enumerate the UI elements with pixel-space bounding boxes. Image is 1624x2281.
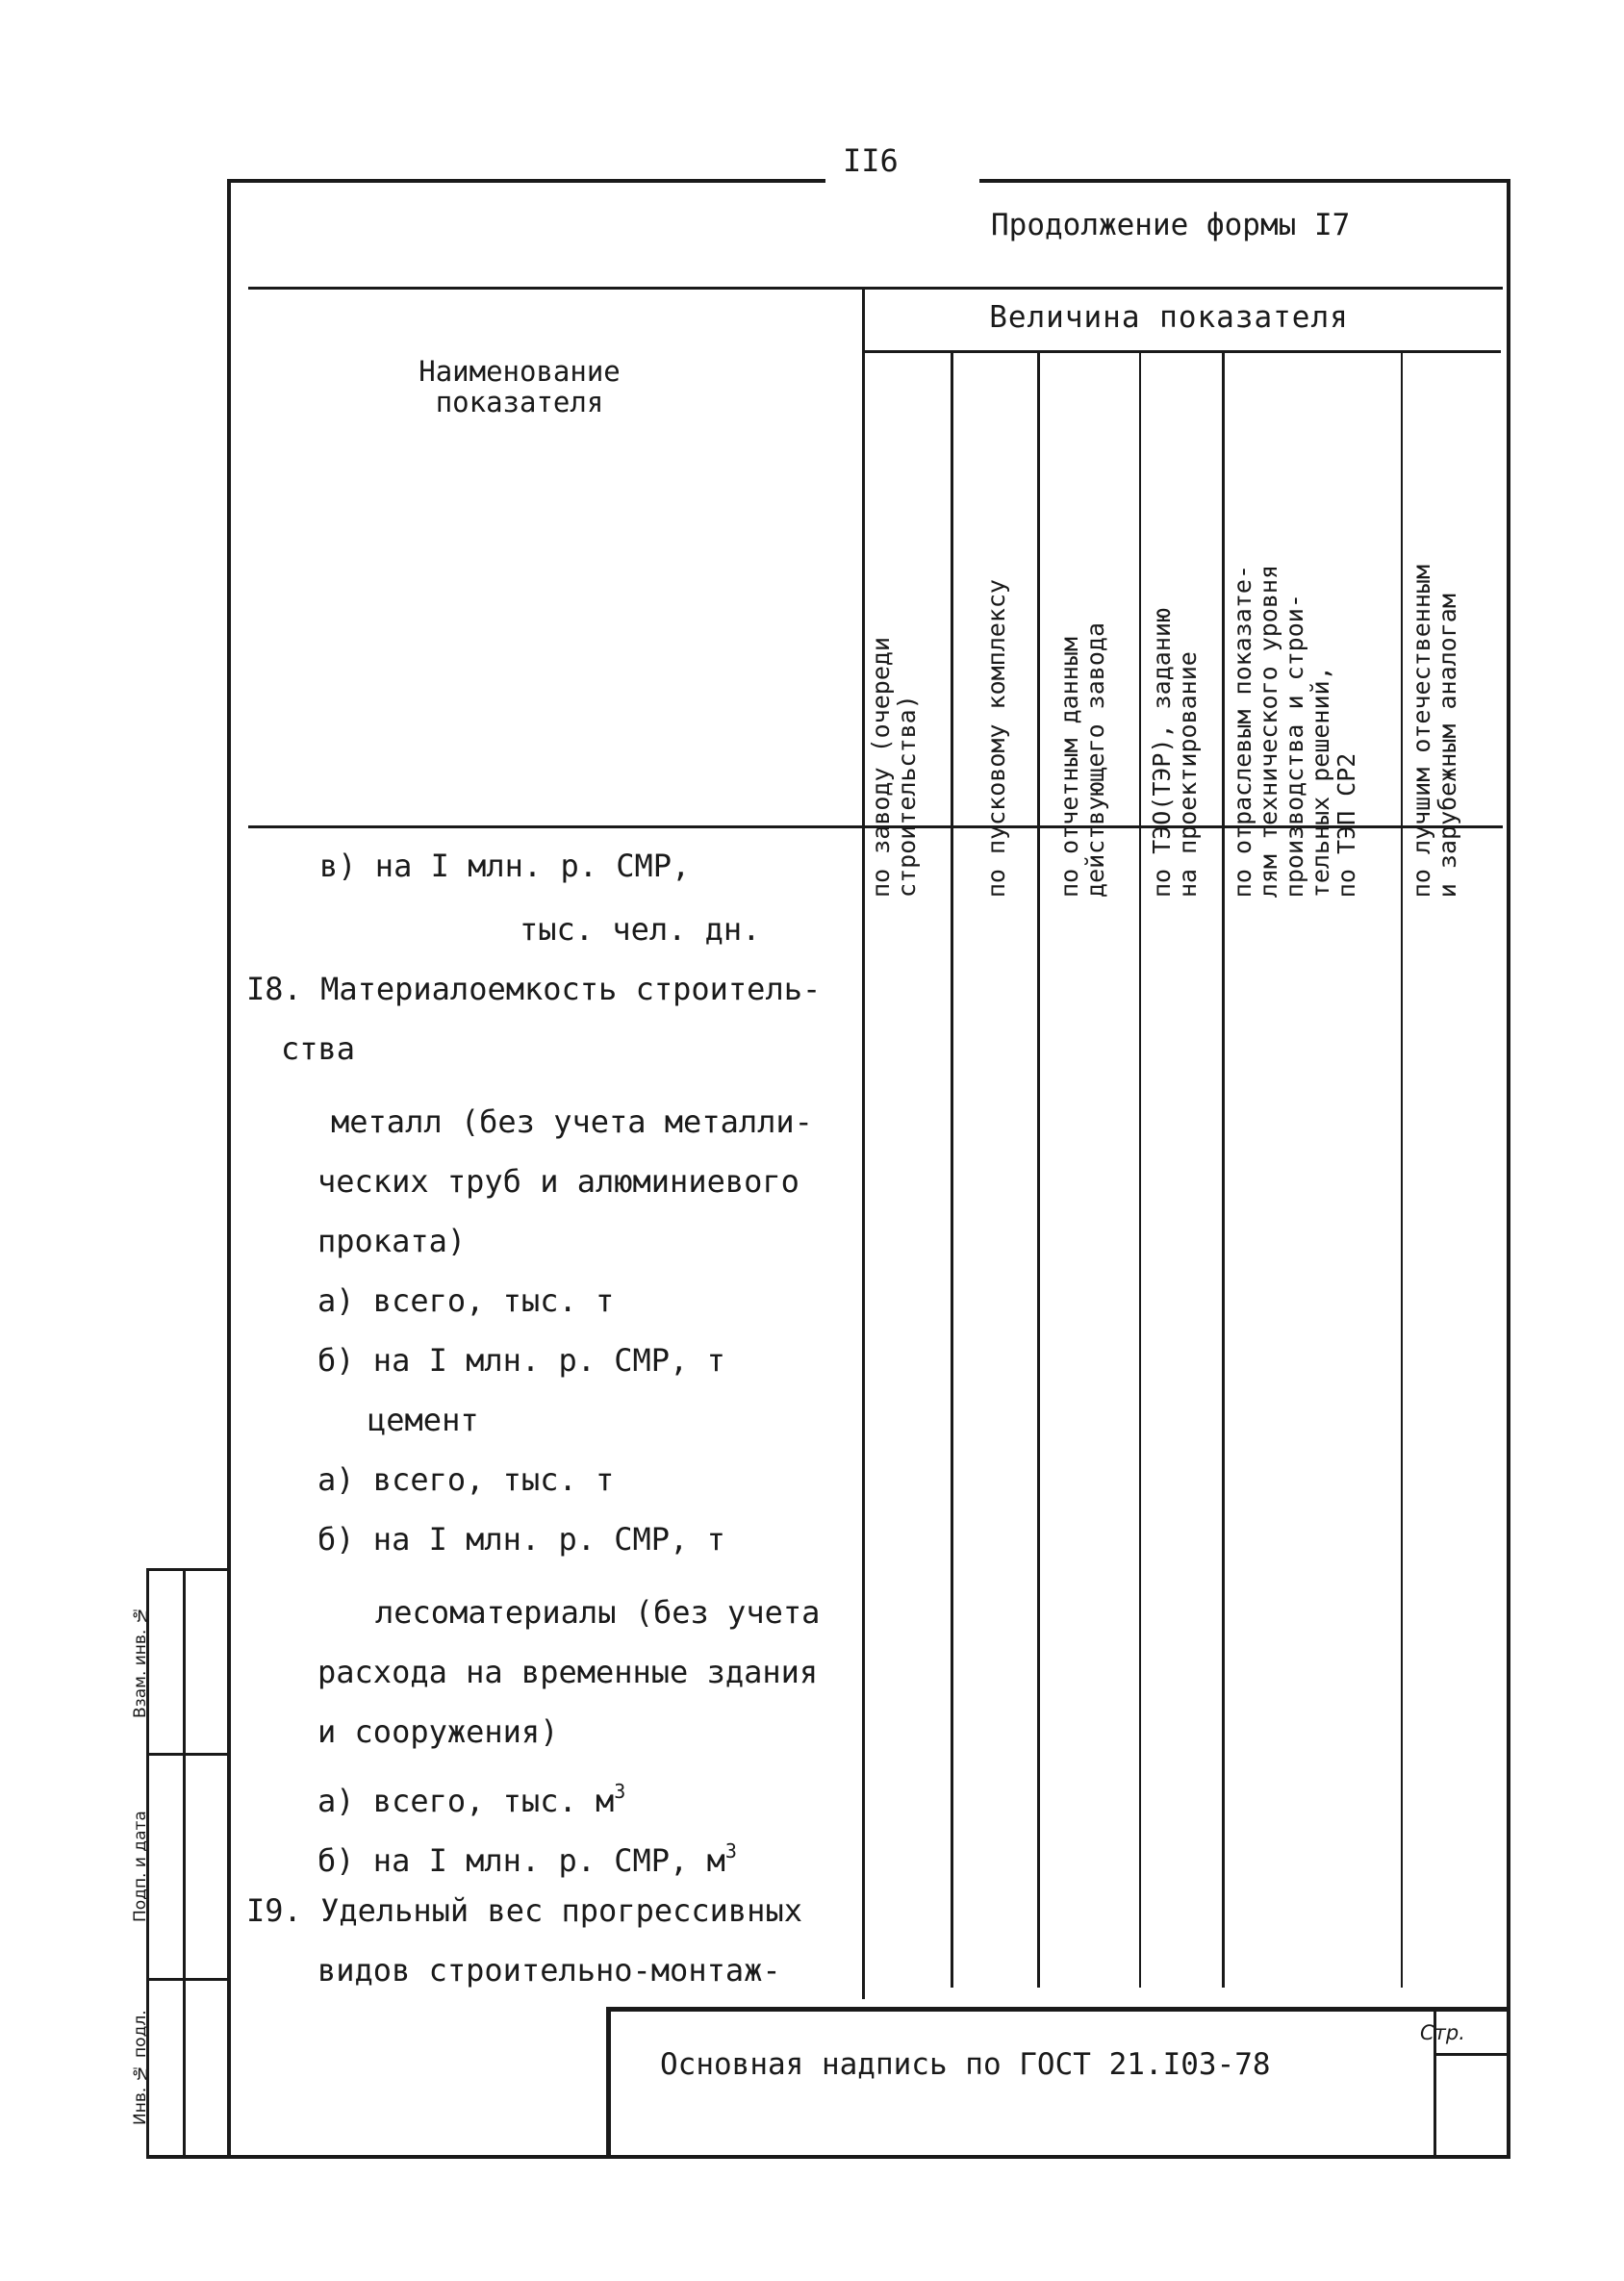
list-item: и сооружения) xyxy=(317,1713,559,1750)
title-block-note: Основная надпись по ГОСТ 21.I03-78 xyxy=(660,2047,1271,2082)
list-item: тыс. чел. дн. xyxy=(520,911,761,948)
col-sep-2 xyxy=(951,352,953,1988)
page-label: Стр. xyxy=(1420,2021,1465,2044)
value-group-line xyxy=(862,350,1501,353)
side-strip-div-2 xyxy=(146,1978,229,1981)
list-item: проката) xyxy=(317,1223,467,1259)
list-item: ства xyxy=(281,1030,356,1067)
list-item: расхода на временные здания xyxy=(317,1654,819,1690)
page-number: II6 xyxy=(833,142,908,179)
indicator-value-header: Величина показателя xyxy=(989,300,1349,335)
col-label-feasibility: по ТЭО(ТЭР), заданию на проектирование xyxy=(1148,607,1202,898)
row-text: б) на I млн. р. СМР, м xyxy=(317,1842,725,1879)
side-strip-top xyxy=(146,1568,229,1571)
list-item: в) на I млн. р. СМР, xyxy=(319,848,691,884)
col-sep-3 xyxy=(1037,352,1040,1988)
superscript: 3 xyxy=(724,1839,737,1863)
list-item: видов строительно-монтаж- xyxy=(317,1952,781,1989)
frame-right xyxy=(1507,179,1510,2159)
col-sep-1 xyxy=(862,289,865,1999)
col-label-start-complex: по пусковому комплексу xyxy=(982,578,1010,898)
header-top-line xyxy=(248,287,1503,290)
col-label-existing-plant: по отчетным данным действующего завода xyxy=(1055,622,1109,898)
list-item: металл (без учета металли- xyxy=(331,1103,813,1140)
side-strip-inner xyxy=(183,1568,186,2159)
col-label-industry-tech-level: по отраслевым показате- лям технического уровня производства и строи- тельных решений, по ТЭП СР2 xyxy=(1229,564,1360,898)
frame-bottom xyxy=(146,2155,1510,2159)
frame-top-left xyxy=(229,179,825,183)
col-sep-5 xyxy=(1222,352,1225,1988)
row-text: а) всего, тыс. м xyxy=(317,1783,615,1819)
col-label-best-analogs: по лучшим отечественным и зарубежным аналогам xyxy=(1408,564,1461,898)
list-item: лесоматериалы (без учета xyxy=(375,1594,821,1631)
indicator-name-header: Наименование показателя xyxy=(419,355,621,418)
superscript: 3 xyxy=(614,1780,626,1803)
list-item: а) всего, тыс. т xyxy=(317,1282,615,1319)
side-label-replacement-inv: Взам. инв. № xyxy=(131,1605,150,1718)
side-label-signature-date: Подп. и дата xyxy=(131,1811,150,1922)
continuation-title: Продолжение формы I7 xyxy=(991,208,1351,242)
stamp-top xyxy=(606,2007,1509,2012)
list-item xyxy=(317,1832,737,1880)
col-sep-4 xyxy=(1139,352,1141,1988)
list-item: б) на I млн. р. СМР, т xyxy=(317,1342,725,1379)
side-label-original-inv: Инв. № подл. xyxy=(131,2010,150,2125)
col-label-plant: по заводу (очереди строительства) xyxy=(867,637,921,898)
list-item: I9. Удельный вес прогрессивных xyxy=(246,1892,802,1929)
stamp-page-box-divider xyxy=(1434,2053,1509,2056)
frame-left xyxy=(227,179,231,2159)
col-sep-6 xyxy=(1401,352,1403,1988)
list-item: ческих труб и алюминиевого xyxy=(317,1163,799,1200)
list-item: I8. Материалоемкость строитель- xyxy=(246,971,822,1007)
frame-top-right xyxy=(979,179,1510,183)
list-item: б) на I млн. р. СМР, т xyxy=(317,1521,725,1558)
stamp-left xyxy=(606,2007,611,2157)
list-item: а) всего, тыс. т xyxy=(317,1461,615,1498)
list-item xyxy=(317,1772,625,1820)
list-item: цемент xyxy=(368,1402,479,1438)
side-strip-div-1 xyxy=(146,1753,229,1756)
